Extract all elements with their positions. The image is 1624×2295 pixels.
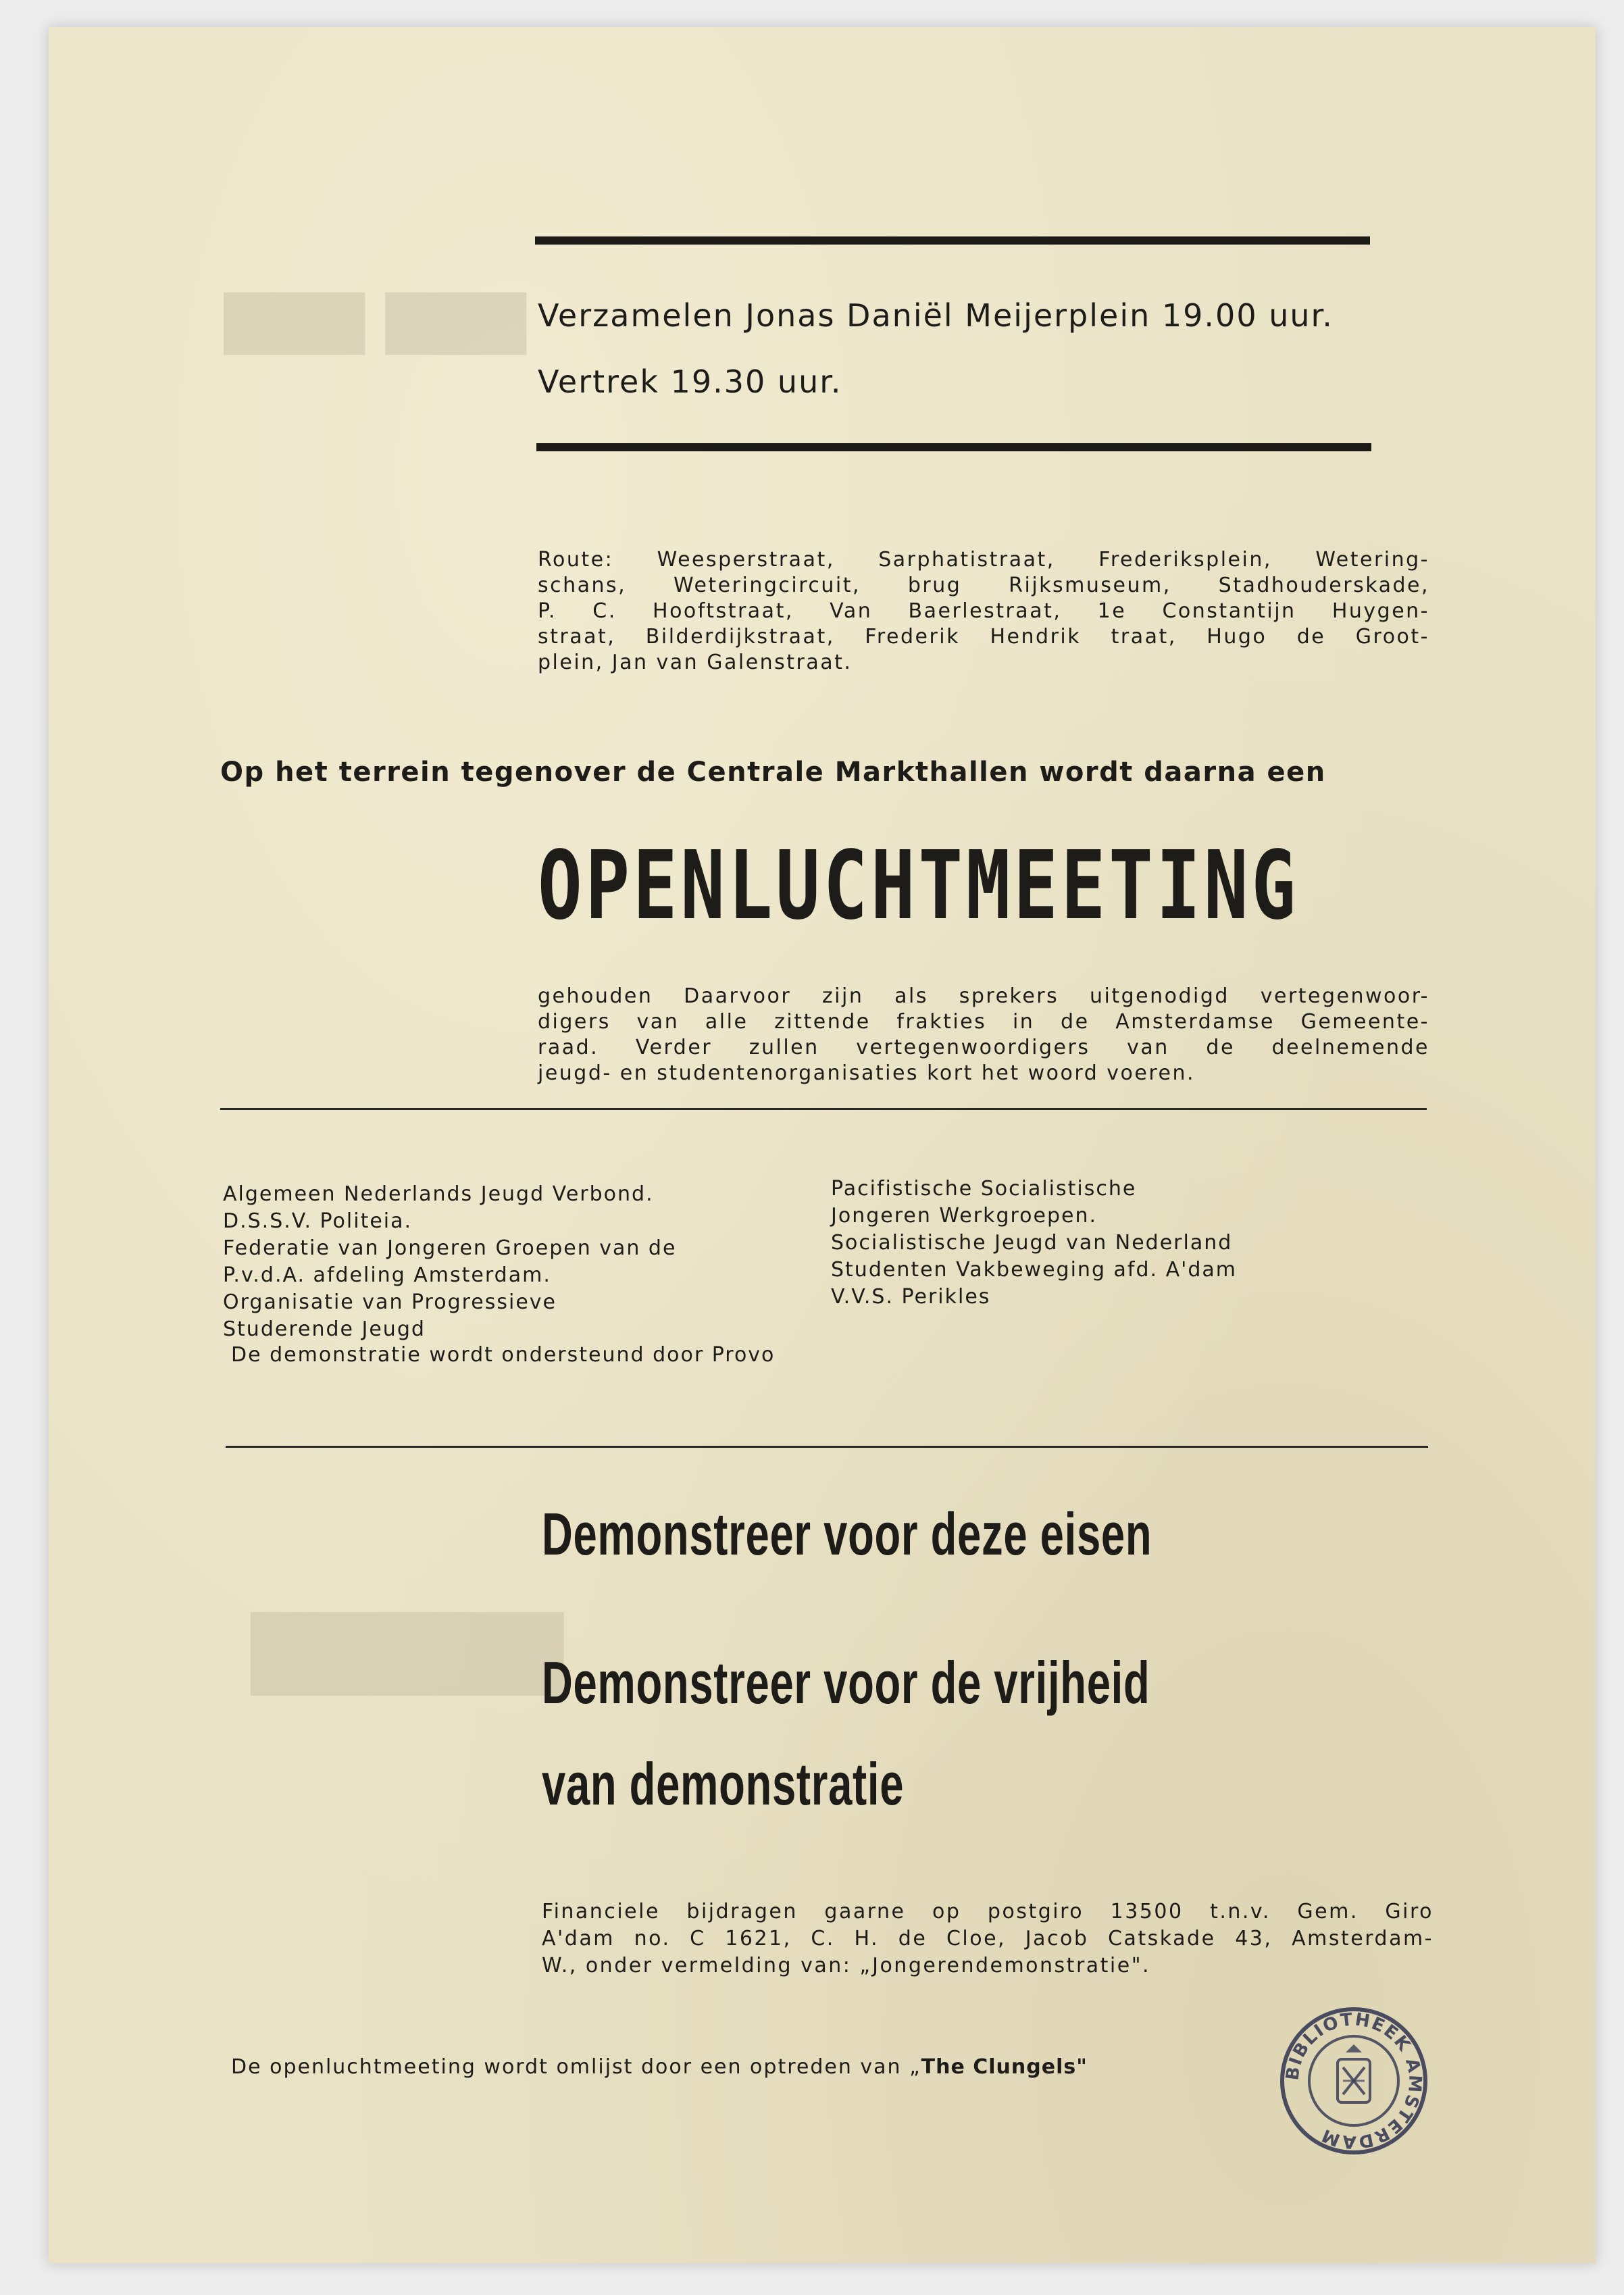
description-line: gehouden Daarvoor zijn als sprekers uitgenodigd vertegenwoor- (538, 984, 1429, 1008)
organisation-item: Algemeen Nederlands Jeugd Verbond. (223, 1182, 654, 1206)
meeting-description (538, 984, 1429, 1086)
route-line: Route: Weesperstraat, Sarphatistraat, Frederiksplein, Wetering- (538, 548, 1429, 572)
assembly-time: Verzamelen Jonas Daniël Meijerplein 19.00 uur. (538, 297, 1334, 334)
route-line: plein, Jan van Galenstraat. (538, 651, 853, 674)
organisation-item: Jongeren Werkgroepen. (831, 1204, 1098, 1228)
finance-note (542, 1898, 1433, 1979)
band-name: The Clungels" (921, 2055, 1088, 2079)
support-line: De demonstratie wordt ondersteund door Provo (231, 1343, 776, 1367)
slogan-freedom: Demonstreer voor de vrijheid (542, 1649, 1150, 1716)
intro-line: Op het terrein tegenover de Centrale Markthallen wordt daarna een (220, 757, 1326, 788)
organisation-item: Socialistische Jeugd van Nederland (831, 1231, 1233, 1255)
top-rule (535, 236, 1370, 245)
organisation-item: Studenten Vakbeweging afd. A'dam (831, 1258, 1237, 1282)
route-line: P. C. Hooftstraat, Van Baerlestraat, 1e Constantijn Huygen- (538, 599, 1429, 623)
slogan-freedom-continued: van demonstratie (542, 1750, 905, 1817)
bleed-through-decoration: ▇▇▇▇▇ (251, 1601, 563, 1695)
second-rule (536, 443, 1371, 451)
library-stamp-icon (1278, 2005, 1429, 2157)
route-line: schans, Weteringcircuit, brug Rijksmuseum, Stadhouderskade, (538, 574, 1429, 597)
divider-rule (226, 1446, 1428, 1448)
footer-line (231, 2055, 1088, 2079)
organisation-item: Pacifistische Socialistische (831, 1177, 1137, 1201)
organisation-item: Organisatie van Progressieve (223, 1290, 557, 1314)
description-line: raad. Verder zullen vertegenwoordigers van de deelnemende (538, 1036, 1429, 1059)
organisation-item: P.v.d.A. afdeling Amsterdam. (223, 1263, 551, 1287)
footer-text: De openluchtmeeting wordt omlijst door een optreden van „ (231, 2055, 921, 2079)
slogan-demands: Demonstreer voor deze eisen (542, 1500, 1152, 1567)
divider-rule (220, 1108, 1427, 1110)
finance-line: W., onder vermelding van: „Jongerendemonstratie". (542, 1954, 1151, 1977)
organisation-item: Studerende Jeugd (223, 1317, 426, 1341)
stamp-text: BIBLIOTHEEK AMSTERDAM (1282, 2009, 1425, 2152)
finance-line: Financiele bijdragen gaarne op postgiro 13500 t.n.v. Gem. Giro (542, 1900, 1433, 1923)
finance-line: A'dam no. C 1621, C. H. de Cloe, Jacob Catskade 43, Amsterdam- (542, 1927, 1433, 1950)
organisations-left (223, 1181, 676, 1343)
headline-openluchtmeeting: OPENLUCHTMEETING (538, 831, 1299, 941)
route-line: straat, Bilderdijkstraat, Frederik Hendrik traat, Hugo de Groot- (538, 625, 1429, 649)
organisation-item: Federatie van Jongeren Groepen van de (223, 1236, 677, 1260)
route-paragraph (538, 547, 1429, 676)
description-line: jeugd- en studentenorganisaties kort het woord voeren. (538, 1061, 1196, 1085)
departure-time: Vertrek 19.30 uur. (538, 363, 842, 400)
bleed-through-decoration: ▇▇▇ ▇▇▇ (224, 284, 526, 355)
organisations-right (831, 1176, 1237, 1311)
organisation-item: V.V.S. Perikles (831, 1285, 991, 1309)
organisation-item: D.S.S.V. Politeia. (223, 1209, 413, 1233)
flyer-sheet (49, 27, 1596, 2263)
description-line: digers van alle zittende frakties in de Amsterdamse Gemeente- (538, 1010, 1429, 1034)
